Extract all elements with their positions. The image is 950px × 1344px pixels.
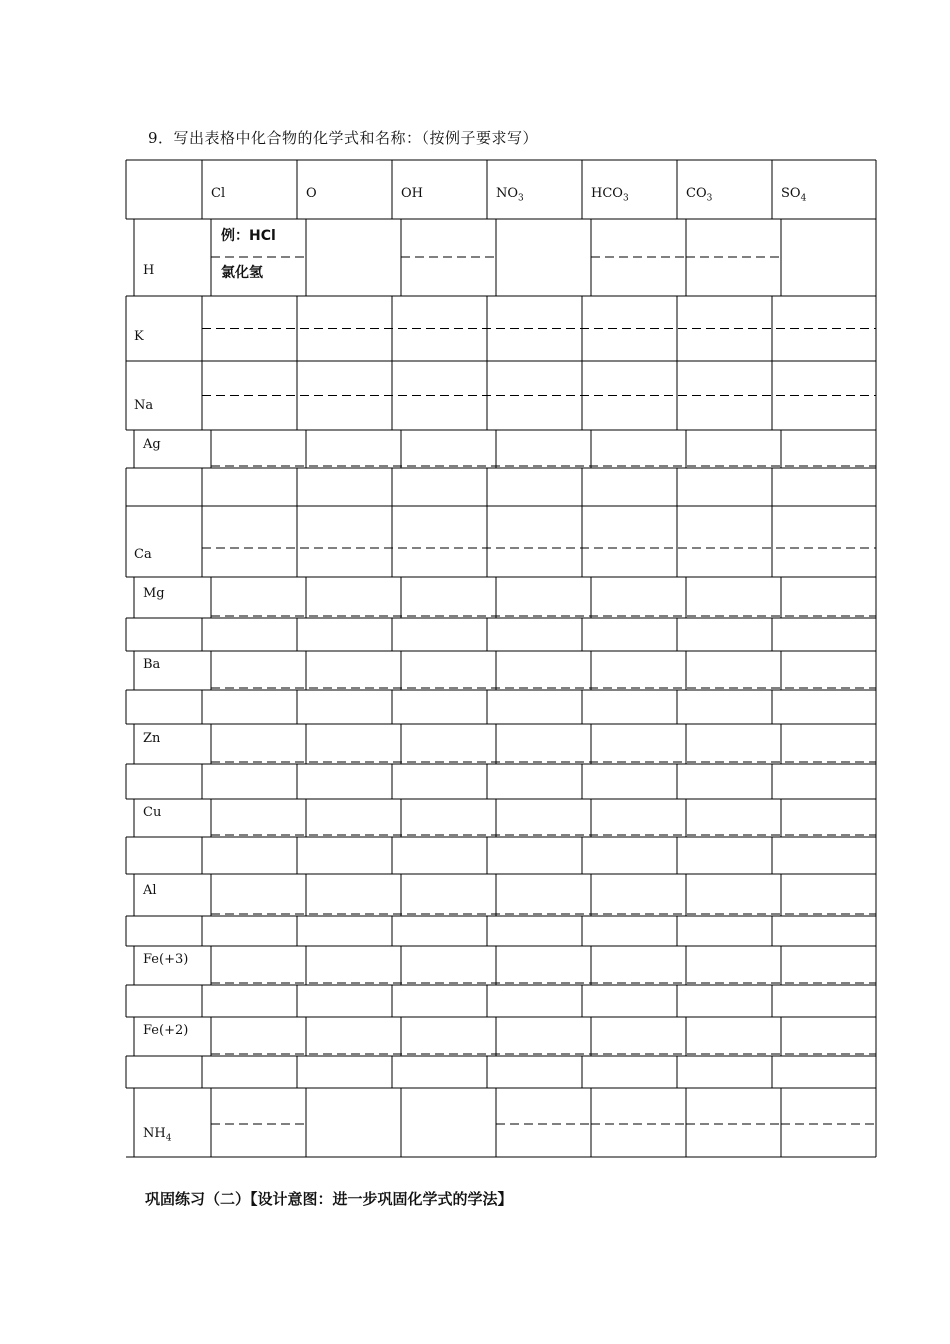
cation-label-5 <box>143 586 165 601</box>
anion-header-6 <box>781 186 806 204</box>
cation-label-10 <box>143 952 188 967</box>
example-name: 氯化氢 <box>221 265 263 281</box>
cation-label-6-text: Ba <box>143 657 161 672</box>
anion-header-3-subscript: 3 <box>518 193 524 204</box>
anion-header-6-subscript: 4 <box>800 193 807 204</box>
anion-header-3 <box>496 186 524 204</box>
cation-label-8 <box>143 805 161 820</box>
cation-label-5-text: Mg <box>143 586 165 601</box>
cation-label-1-text: K <box>134 329 144 344</box>
cation-label-8-text: Cu <box>143 805 162 820</box>
cation-label-6 <box>143 657 160 672</box>
cation-label-10-text: Fe(+3) <box>143 952 189 967</box>
anion-header-0-text: Cl <box>211 186 226 201</box>
cation-label-11-text: Fe(+2) <box>143 1023 189 1038</box>
anion-header-0 <box>211 186 225 201</box>
cation-label-9 <box>143 883 157 898</box>
question-text: 9．写出表格中化合物的化学式和名称：（按例子要求写） <box>148 129 539 147</box>
anion-header-6-text: SO <box>781 186 801 201</box>
cation-label-4-text: Ca <box>134 547 152 562</box>
cation-label-3-text: Ag <box>143 437 161 452</box>
anion-header-2 <box>401 186 423 201</box>
anion-header-5-subscript: 3 <box>706 193 713 204</box>
cation-label-0-text: H <box>143 263 155 278</box>
cation-label-1 <box>134 329 144 344</box>
example-formula: 例：HCl <box>221 228 276 244</box>
anion-header-5-text: CO <box>686 186 707 201</box>
cation-label-9-text: Al <box>143 883 157 898</box>
anion-header-1-text: O <box>306 186 317 201</box>
anion-header-4-subscript: 3 <box>622 193 629 204</box>
cation-label-11 <box>143 1023 188 1038</box>
cation-label-7-text: Zn <box>143 731 161 746</box>
cation-label-12-subscript: 4 <box>165 1133 172 1144</box>
cation-label-2-text: Na <box>134 398 154 413</box>
cation-label-12-text: NH <box>143 1126 166 1141</box>
cation-label-7 <box>143 731 160 746</box>
footer-text: 巩固练习（二）【设计意图：进一步巩固化学式的学法】 <box>145 1190 513 1208</box>
anion-header-5 <box>686 186 712 204</box>
cation-label-4 <box>134 547 152 562</box>
anion-header-2-text: OH <box>401 186 423 201</box>
cation-label-0 <box>143 263 154 278</box>
anion-header-3-text: NO <box>496 186 519 201</box>
anion-header-1 <box>306 186 317 201</box>
anion-header-4 <box>591 186 629 204</box>
cation-label-2 <box>134 398 153 413</box>
anion-header-4-text: HCO <box>591 186 623 201</box>
cation-label-3 <box>143 437 161 452</box>
cation-label-12 <box>143 1126 171 1144</box>
